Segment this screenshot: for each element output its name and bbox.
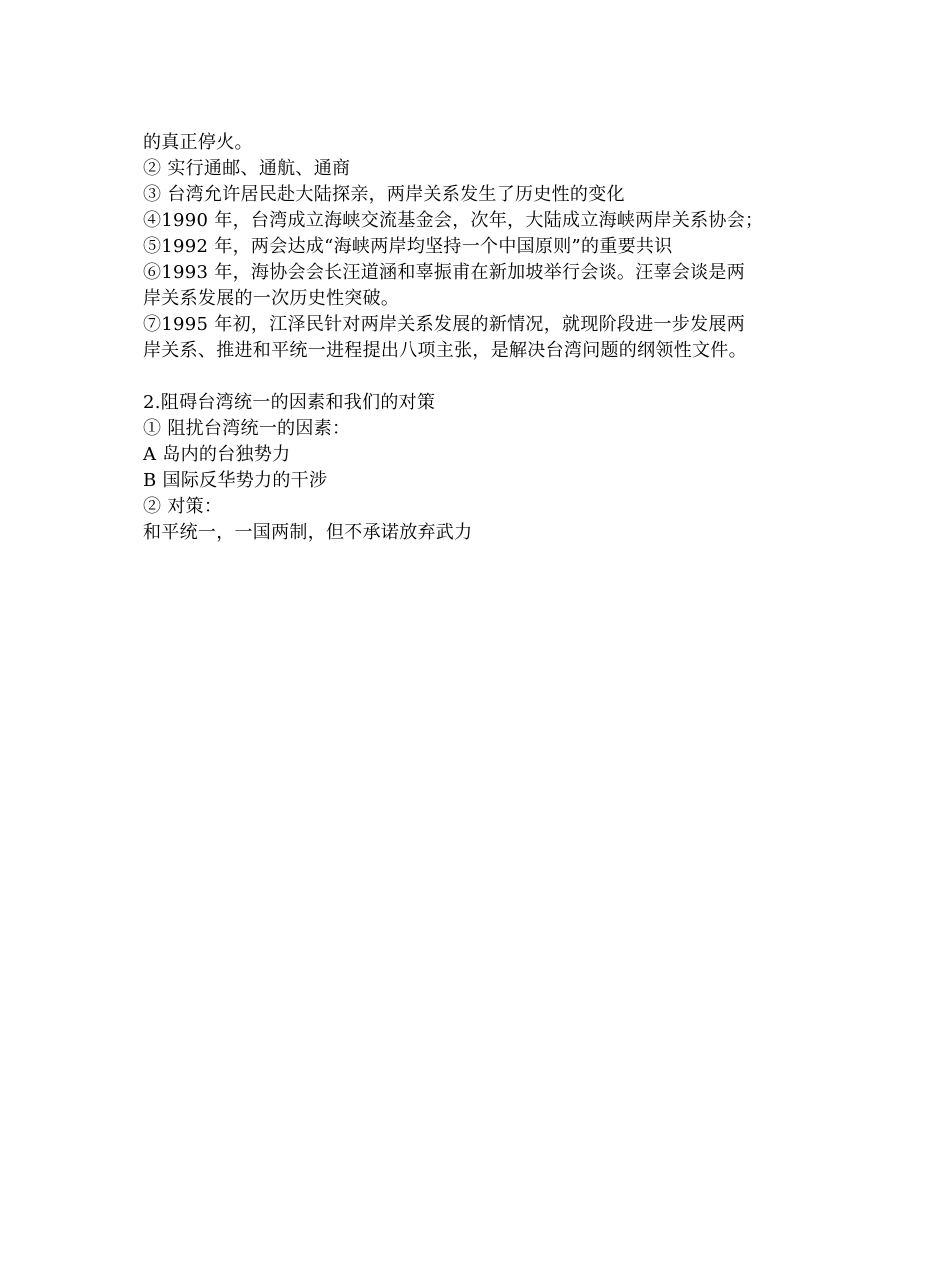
section-heading: 2.阻碍台湾统一的因素和我们的对策 xyxy=(143,392,436,413)
text-line: 岸关系、推进和平统一进程提出八项主张，是解决台湾问题的纲领性文件。 xyxy=(143,340,747,361)
list-item: ⑦1995 年初，江泽民针对两岸关系发展的新情况，就现阶段进一步发展两 xyxy=(143,314,746,335)
list-item: ② 实行通邮、通航、通商 xyxy=(143,158,351,179)
text-line: 的真正停火。 xyxy=(143,132,253,153)
list-item: ⑥1993 年，海协会会长汪道涵和辜振甫在新加坡举行会谈。汪辜会谈是两 xyxy=(143,262,746,283)
text-line: 岸关系发展的一次历史性突破。 xyxy=(143,288,400,309)
paragraph-gap xyxy=(143,364,815,390)
list-item: ⑤1992 年，两会达成“海峡两岸均坚持一个中国原则”的重要共识 xyxy=(143,236,673,257)
list-item: ② 对策： xyxy=(143,496,223,517)
list-item: ① 阻扰台湾统一的因素： xyxy=(143,418,351,439)
list-item: B 国际反华势力的干涉 xyxy=(143,470,328,491)
list-item: ④1990 年，台湾成立海峡交流基金会，次年，大陆成立海峡两岸关系协会； xyxy=(143,210,764,231)
list-item: ③ 台湾允许居民赴大陆探亲，两岸关系发生了历史性的变化 xyxy=(143,184,625,205)
text-line: 和平统一，一国两制，但不承诺放弃武力 xyxy=(143,522,473,543)
document-body xyxy=(143,130,815,546)
list-item: A 岛内的台独势力 xyxy=(143,444,291,465)
